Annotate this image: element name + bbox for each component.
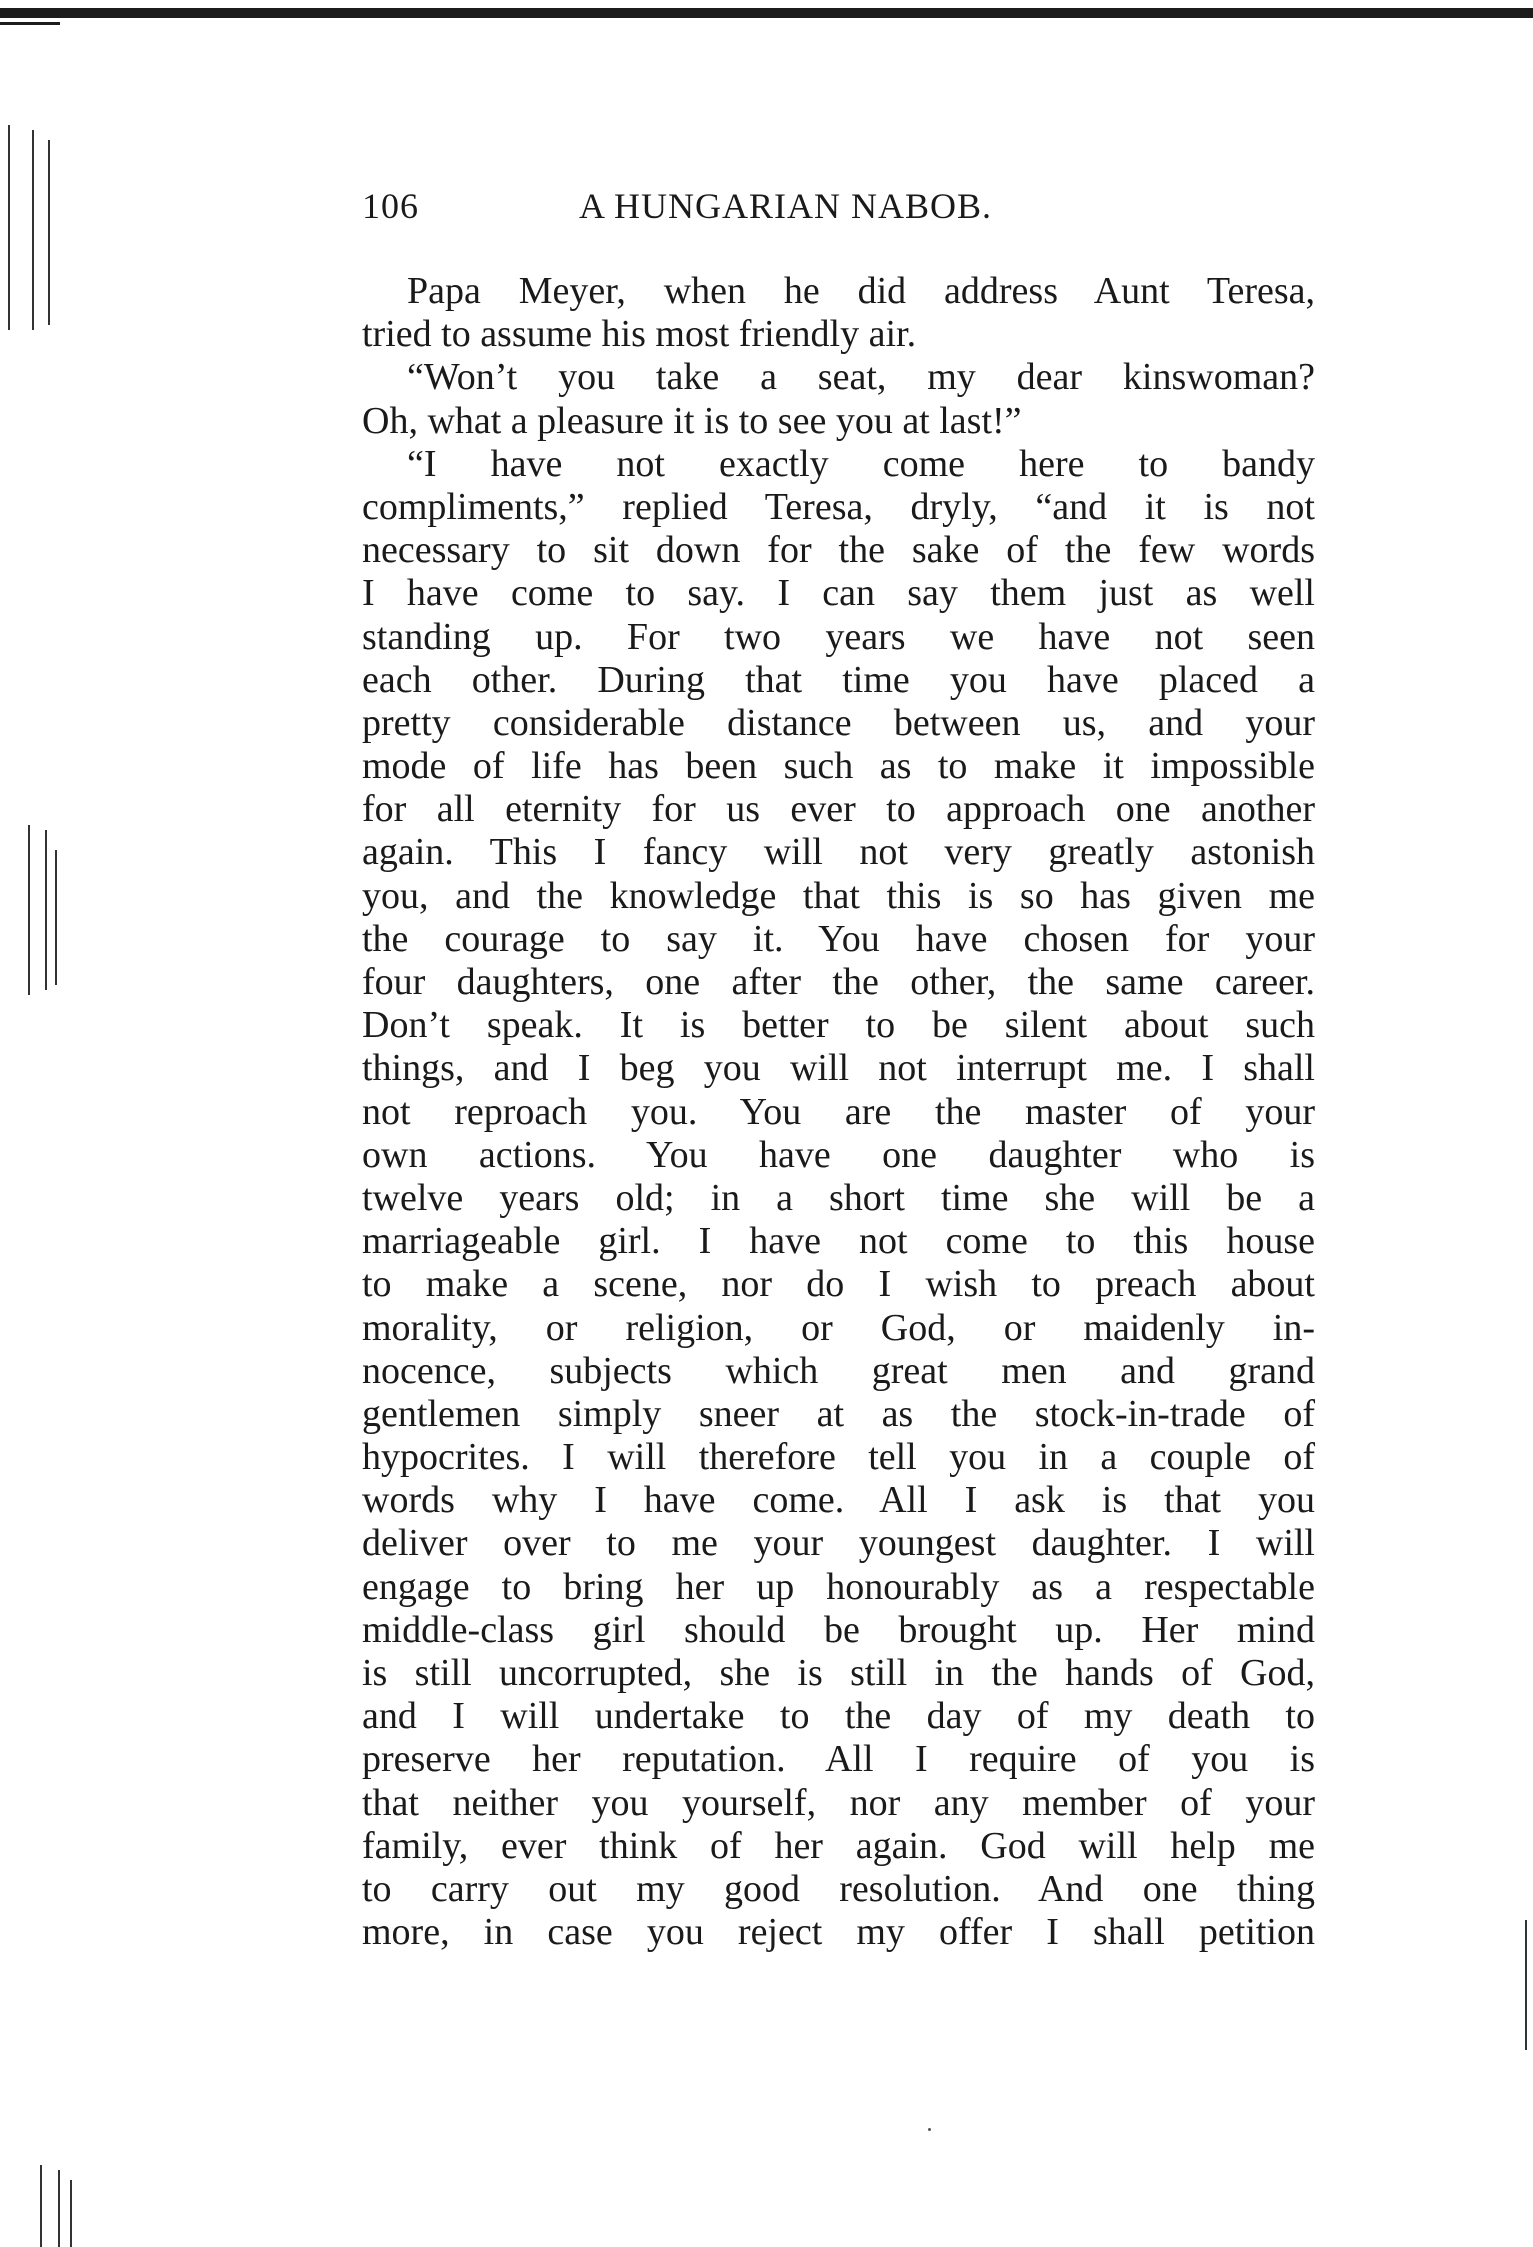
text-line: family, ever think of her again. God will help me: [362, 1824, 1315, 1867]
text-line: to carry out my good resolution. And one thing: [362, 1867, 1315, 1910]
text-line: nocence, subjects which great men and grand: [362, 1349, 1315, 1392]
text-line: to make a scene, nor do I wish to preach about: [362, 1263, 1315, 1306]
scan-edge-mark: [70, 2180, 72, 2247]
text-line: preserve her reputation. All I require of you is: [362, 1738, 1315, 1781]
scan-edge-mark: [45, 830, 47, 990]
text-line: words why I have come. All I ask is that you: [362, 1479, 1315, 1522]
scan-edge-mark: [32, 130, 34, 330]
text-line: Papa Meyer, when he did address Aunt Teresa,: [407, 270, 1315, 312]
text-line: “I have not exactly come here to bandy: [407, 442, 1315, 485]
body-text: [362, 270, 1315, 1954]
text-line: for all eternity for us ever to approach one another: [362, 788, 1315, 831]
scan-edge-mark: [8, 125, 10, 330]
top-border-mark: [0, 22, 60, 25]
text-line: I have come to say. I can say them just as well: [362, 572, 1315, 615]
scan-edge-mark: [55, 850, 57, 985]
text-line: middle-class girl should be brought up. Her mind: [362, 1608, 1315, 1651]
text-line: deliver over to me your youngest daughter. I will: [362, 1522, 1315, 1565]
text-line: you, and the knowledge that this is so has given me: [362, 874, 1315, 917]
text-line: Don’t speak. It is better to be silent about such: [362, 1004, 1315, 1047]
text-line: necessary to sit down for the sake of the few words: [362, 529, 1315, 572]
text-line: tried to assume his most friendly air.: [362, 313, 917, 356]
text-line: more, in case you reject my offer I shall petition: [362, 1911, 1315, 1954]
text-line: pretty considerable distance between us, and your: [362, 701, 1315, 744]
text-line: Oh, what a pleasure it is to see you at last!”: [362, 399, 1022, 442]
text-line: “Won’t you take a seat, my dear kinswoman?: [407, 356, 1315, 399]
text-line: hypocrites. I will therefore tell you in a couple of: [362, 1436, 1315, 1479]
page-number: 106: [362, 186, 419, 226]
top-border-rule: [0, 8, 1533, 18]
text-line: compliments,” replied Teresa, dryly, “and it is not: [362, 485, 1315, 528]
text-line: not reproach you. You are the master of your: [362, 1090, 1315, 1133]
scan-edge-mark: [48, 140, 50, 325]
text-line: own actions. You have one daughter who is: [362, 1133, 1315, 1176]
text-line: is still uncorrupted, she is still in the hands of God,: [362, 1652, 1315, 1694]
text-line: marriageable girl. I have not come to this house: [362, 1220, 1315, 1263]
scan-edge-mark: [58, 2170, 60, 2247]
text-line: each other. During that time you have placed a: [362, 658, 1315, 701]
text-line: twelve years old; in a short time she will be a: [362, 1176, 1315, 1219]
scan-edge-mark: [40, 2165, 42, 2247]
text-line: mode of life has been such as to make it impossible: [362, 745, 1315, 788]
text-line: gentlemen simply sneer at as the stock-in-trade of: [362, 1392, 1315, 1435]
scan-edge-mark: [1525, 1920, 1527, 2050]
running-title: A HUNGARIAN NABOB.: [579, 186, 993, 226]
text-line: that neither you yourself, nor any member of your: [362, 1781, 1315, 1824]
text-line: morality, or religion, or God, or maidenly in-: [362, 1306, 1315, 1349]
text-line: standing up. For two years we have not seen: [362, 615, 1315, 658]
text-line: things, and I beg you will not interrupt me. I shall: [362, 1047, 1315, 1090]
scan-speck: [928, 2128, 931, 2131]
text-line: again. This I fancy will not very greatly astonish: [362, 831, 1315, 874]
page-header: [362, 185, 1162, 235]
text-line: engage to bring her up honourably as a respectable: [362, 1565, 1315, 1608]
scan-edge-mark: [28, 825, 30, 995]
text-line: the courage to say it. You have chosen for your: [362, 917, 1315, 960]
text-line: and I will undertake to the day of my death to: [362, 1695, 1315, 1738]
text-line: four daughters, one after the other, the same career.: [362, 961, 1315, 1003]
